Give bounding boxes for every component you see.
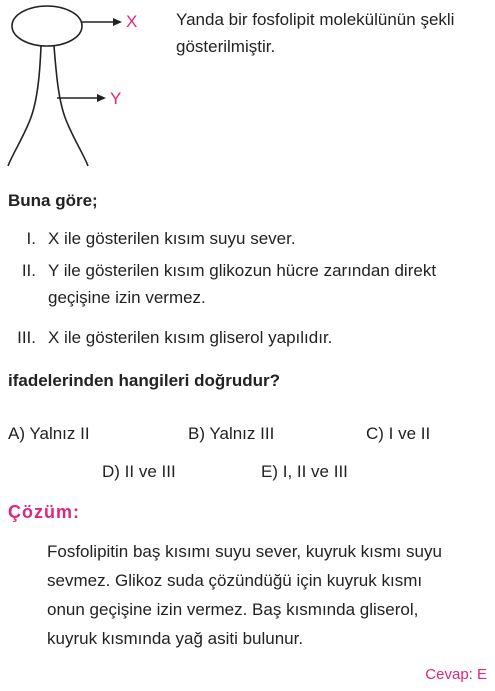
solution-line-3: onun geçişine izin vermez. Baş kısmında gliserol,	[47, 600, 419, 619]
statement-text: X ile gösterilen kısım suyu sever.	[48, 229, 296, 248]
solution-line-4: kuyruk kısmında yağ asiti bulunur.	[47, 629, 304, 648]
label-x: X	[126, 12, 138, 31]
option-d[interactable]: D) II ve III	[102, 462, 176, 481]
answer-label: Cevap: E	[425, 666, 487, 683]
option-c[interactable]: C) I ve II	[366, 424, 431, 443]
solution-line-2: sevmez. Glikoz suda çözündüğü için kuyruk kısmı	[47, 571, 423, 590]
option-e[interactable]: E) I, II ve III	[261, 462, 348, 481]
statement-text: X ile gösterilen kısım gliserol yapılıdır.	[48, 328, 333, 347]
intro-line-1: Yanda bir fosfolipit molekülünün şekli	[176, 10, 455, 29]
statement-2	[0, 257, 486, 324]
label-y: Y	[110, 89, 122, 108]
statement-number: III.	[17, 328, 36, 347]
intro-line-2: gösterilmiştir.	[176, 37, 276, 56]
option-b[interactable]: B) Yalnız III	[188, 424, 275, 443]
statement-list	[0, 225, 486, 356]
statement-text-continued: geçişine izin vermez.	[48, 288, 206, 307]
intro-text	[176, 6, 486, 60]
solution-line-1: Fosfolipitin baş kısımı suyu sever, kuyruk kısmı suyu	[47, 542, 442, 561]
option-a[interactable]: A) Yalnız II	[8, 424, 90, 443]
statement-number: I.	[26, 229, 36, 248]
question-prompt: ifadelerinden hangileri doğrudur?	[8, 371, 281, 390]
solution-body	[47, 537, 487, 653]
statement-number: II.	[21, 261, 36, 280]
statement-1	[0, 225, 486, 257]
question-lead: Buna göre;	[8, 191, 98, 210]
phospholipid-diagram	[0, 0, 160, 175]
statement-text: Y ile gösterilen kısım glikozun hücre zarından direkt	[48, 261, 437, 280]
solution-heading: Çözüm:	[8, 502, 80, 522]
statement-3	[0, 324, 486, 356]
